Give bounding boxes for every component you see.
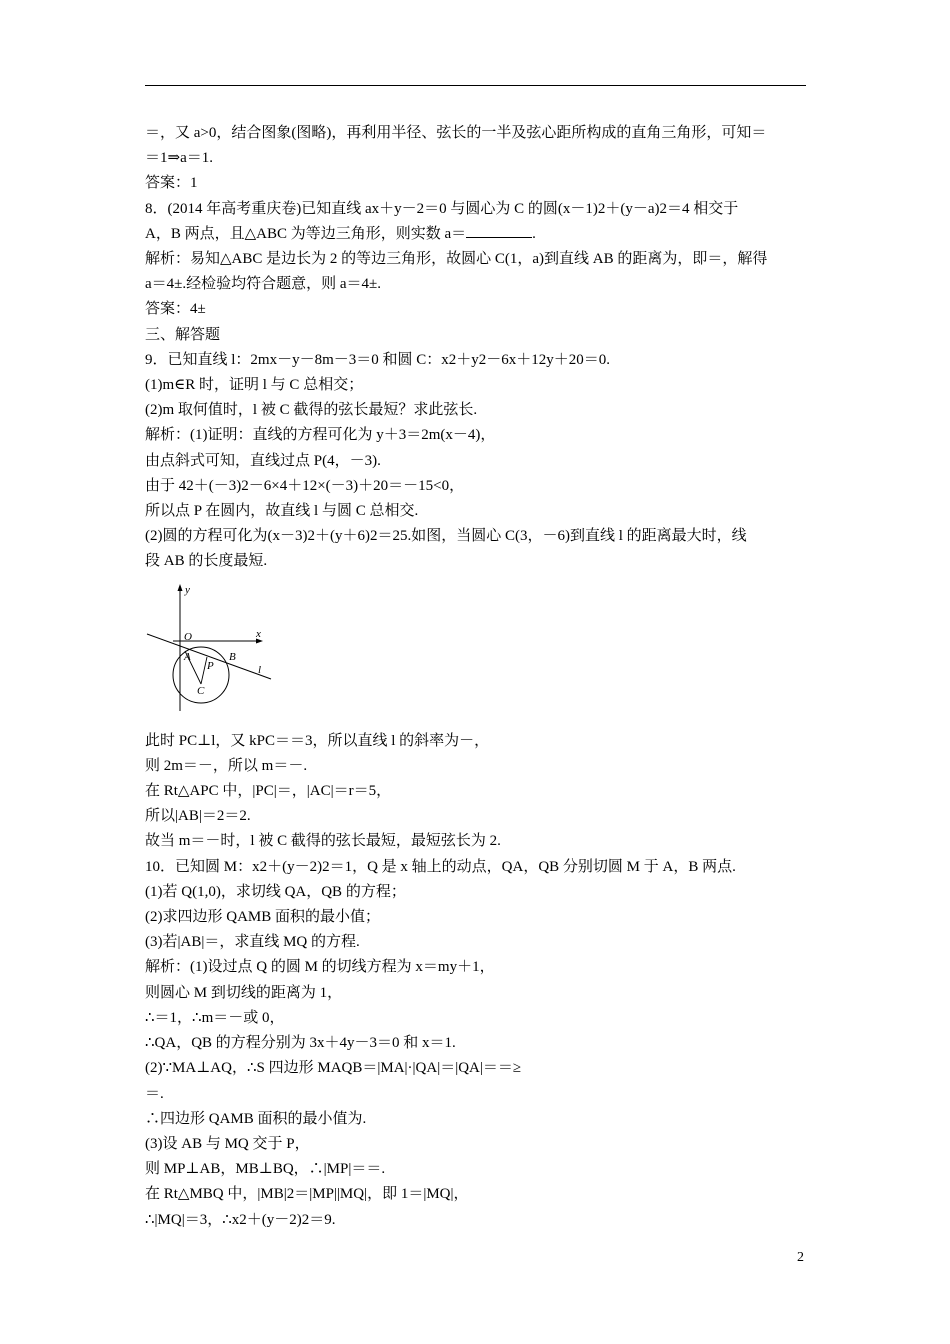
answer-line: 答案：1: [145, 175, 198, 192]
answer-blank: [466, 223, 532, 238]
solution-line: ∴|MQ|＝3，∴x2＋(y－2)2＝9.: [145, 1211, 336, 1228]
solution-line: ＝.: [145, 1085, 164, 1102]
header-rule: [145, 85, 806, 86]
label-c: C: [197, 684, 205, 697]
y-axis-arrow: [178, 584, 183, 591]
solution-line: 解析：易知△ABC 是边长为 2 的等边三角形，故圆心 C(1，a)到直线 AB 的距离为，即＝，解得: [145, 251, 768, 268]
solution-line: 解析：(1)证明：直线的方程可化为 y＋3＝2m(x－4)，: [145, 427, 496, 444]
label-o: O: [184, 630, 192, 643]
solution-line: ∴＝1，∴m＝－或 0，: [145, 1009, 285, 1026]
question-9-line: (1)m∈R 时，证明 l 与 C 总相交；: [145, 377, 364, 394]
solution-line: (2)圆的方程可化为(x－3)2＋(y＋6)2＝25.如图，当圆心 C(3，－6)到直线 l 的距离最大时，线: [145, 528, 747, 545]
question-10-line: (1)若 Q(1,0)，求切线 QA，QB 的方程；: [145, 883, 406, 900]
solution-line: 段 AB 的长度最短.: [145, 553, 268, 570]
solution-line: 在 Rt△MBQ 中，|MB|2＝|MP||MQ|，即 1＝|MQ|，: [145, 1186, 469, 1203]
answer-line: 答案：4±: [145, 301, 206, 318]
text-line: ＝，又 a>0，结合图象(图略)，再利用半径、弦长的一半及弦心距所构成的直角三角形，可知＝: [145, 125, 767, 141]
solution-line: 所以点 P 在圆内，故直线 l 与圆 C 总相交.: [145, 503, 419, 520]
text-line: ＝1⇒a＝1.: [145, 150, 213, 167]
solution-line: 则 MP⊥AB，MB⊥BQ，∴|MP|＝＝.: [145, 1161, 386, 1178]
solution-line: 由于 42＋(－3)2－6×4＋12×(－3)＋20＝－15<0，: [145, 477, 465, 494]
solution-line: 解析：(1)设过点 Q 的圆 M 的切线方程为 x＝my＋1，: [145, 959, 495, 976]
solution-line: ∴四边形 QAMB 面积的最小值为.: [145, 1110, 367, 1127]
solution-line: 在 Rt△APC 中，|PC|＝，|AC|＝r＝5，: [145, 783, 392, 800]
label-x: x: [256, 627, 261, 640]
label-p: P: [207, 659, 214, 672]
question-9-line: 9．已知直线 l：2mx－y－8m－3＝0 和圆 C：x2＋y2－6x＋12y＋20＝0.: [145, 351, 611, 368]
page-number: 2: [797, 1250, 804, 1265]
circle-line-diagram: [145, 583, 275, 718]
question-8-line: [145, 222, 810, 247]
solution-line: 由点斜式可知，直线过点 P(4，－3).: [145, 452, 381, 469]
question-10-line: (3)若|AB|＝，求直线 MQ 的方程.: [145, 934, 360, 951]
question-10-line: (2)求四边形 QAMB 面积的最小值；: [145, 909, 380, 926]
label-b: B: [229, 650, 236, 663]
solution-line: 故当 m＝－时，l 被 C 截得的弦长最短，最短弦长为 2.: [145, 833, 501, 850]
question-10-line: 10．已知圆 M：x2＋(y－2)2＝1，Q 是 x 轴上的动点，QA，QB 分别切圆 M 于 A，B 两点.: [145, 858, 736, 875]
page-content: [145, 121, 810, 1233]
solution-line: 所以|AB|＝2＝2.: [145, 808, 251, 825]
blank-suffix: .: [532, 225, 536, 242]
section-heading: 三、解答题: [145, 326, 221, 343]
solution-line: (2)∵MA⊥AQ，∴S 四边形 MAQB＝|MA|·|QA|＝|QA|＝＝≥: [145, 1060, 522, 1077]
solution-line: 则圆心 M 到切线的距离为 1，: [145, 984, 343, 1001]
solution-line: (3)设 AB 与 MQ 交于 P，: [145, 1135, 310, 1152]
solution-line: 则 2m＝－，所以 m＝－.: [145, 757, 308, 774]
solution-line: a＝4±.经检验均符合题意，则 a＝4±.: [145, 276, 382, 293]
geometry-figure: [145, 583, 810, 723]
question-9-line: (2)m 取何值时，l 被 C 截得的弦长最短？求此弦长.: [145, 402, 478, 419]
question-8-text: A，B 两点，且△ABC 为等边三角形，则实数 a＝: [145, 225, 467, 242]
label-y: y: [185, 583, 190, 596]
label-a: A: [184, 650, 191, 663]
question-8-line: 8．(2014 年高考重庆卷)已知直线 ax＋y－2＝0 与圆心为 C 的圆(x－1)2＋(y－a)2＝4 相交于: [145, 200, 739, 217]
solution-line: 此时 PC⊥l，又 kPC＝＝3，所以直线 l 的斜率为－，: [145, 732, 490, 749]
solution-line: ∴QA，QB 的方程分别为 3x＋4y－3＝0 和 x＝1.: [145, 1035, 456, 1052]
label-l: l: [258, 663, 262, 676]
